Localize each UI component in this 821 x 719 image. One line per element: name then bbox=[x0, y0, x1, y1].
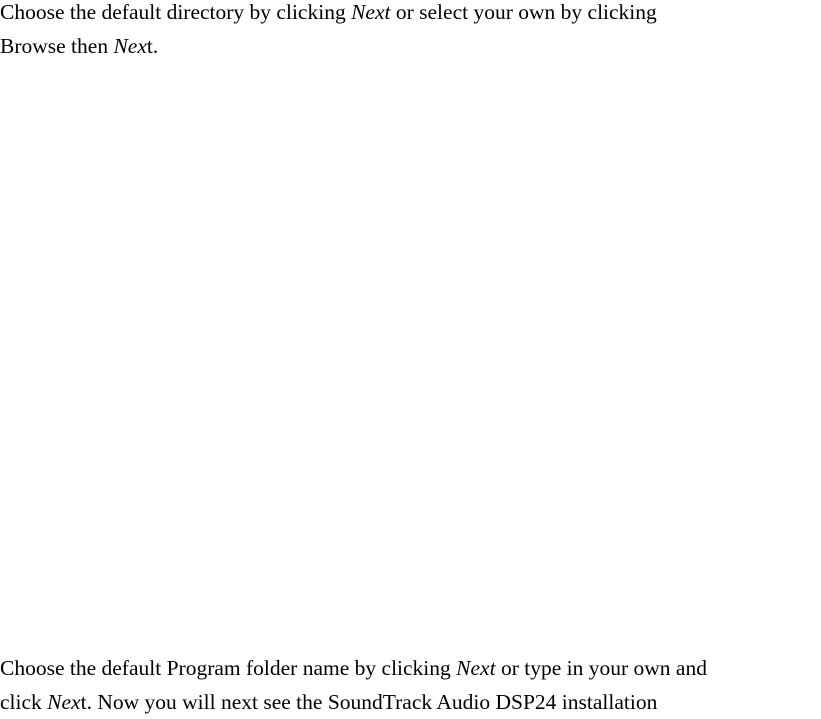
instruction-paragraph-directory bbox=[0, 0, 657, 63]
text-run: Choose the default directory by clicking bbox=[0, 0, 352, 24]
text-run: t. Now you will next see the SoundTrack Audio DSP24 installation bbox=[80, 690, 658, 714]
text-run: or select your own by clicking bbox=[390, 0, 657, 24]
italic-text-run: Nex bbox=[113, 34, 147, 58]
italic-text-run: Next bbox=[351, 0, 391, 24]
italic-text-run: Next bbox=[456, 656, 496, 680]
paragraph-line bbox=[0, 0, 657, 29]
text-run: t. bbox=[146, 34, 159, 58]
paragraph-line bbox=[0, 29, 657, 63]
instruction-paragraph-program-folder bbox=[0, 651, 707, 719]
text-run: click bbox=[0, 690, 48, 714]
text-run: Browse then bbox=[0, 34, 114, 58]
italic-text-run: Nex bbox=[47, 690, 81, 714]
paragraph-line bbox=[0, 651, 707, 685]
paragraph-line bbox=[0, 685, 707, 719]
text-run: or type in your own and bbox=[495, 656, 707, 680]
text-run: Choose the default Program folder name by clicking bbox=[0, 656, 457, 680]
